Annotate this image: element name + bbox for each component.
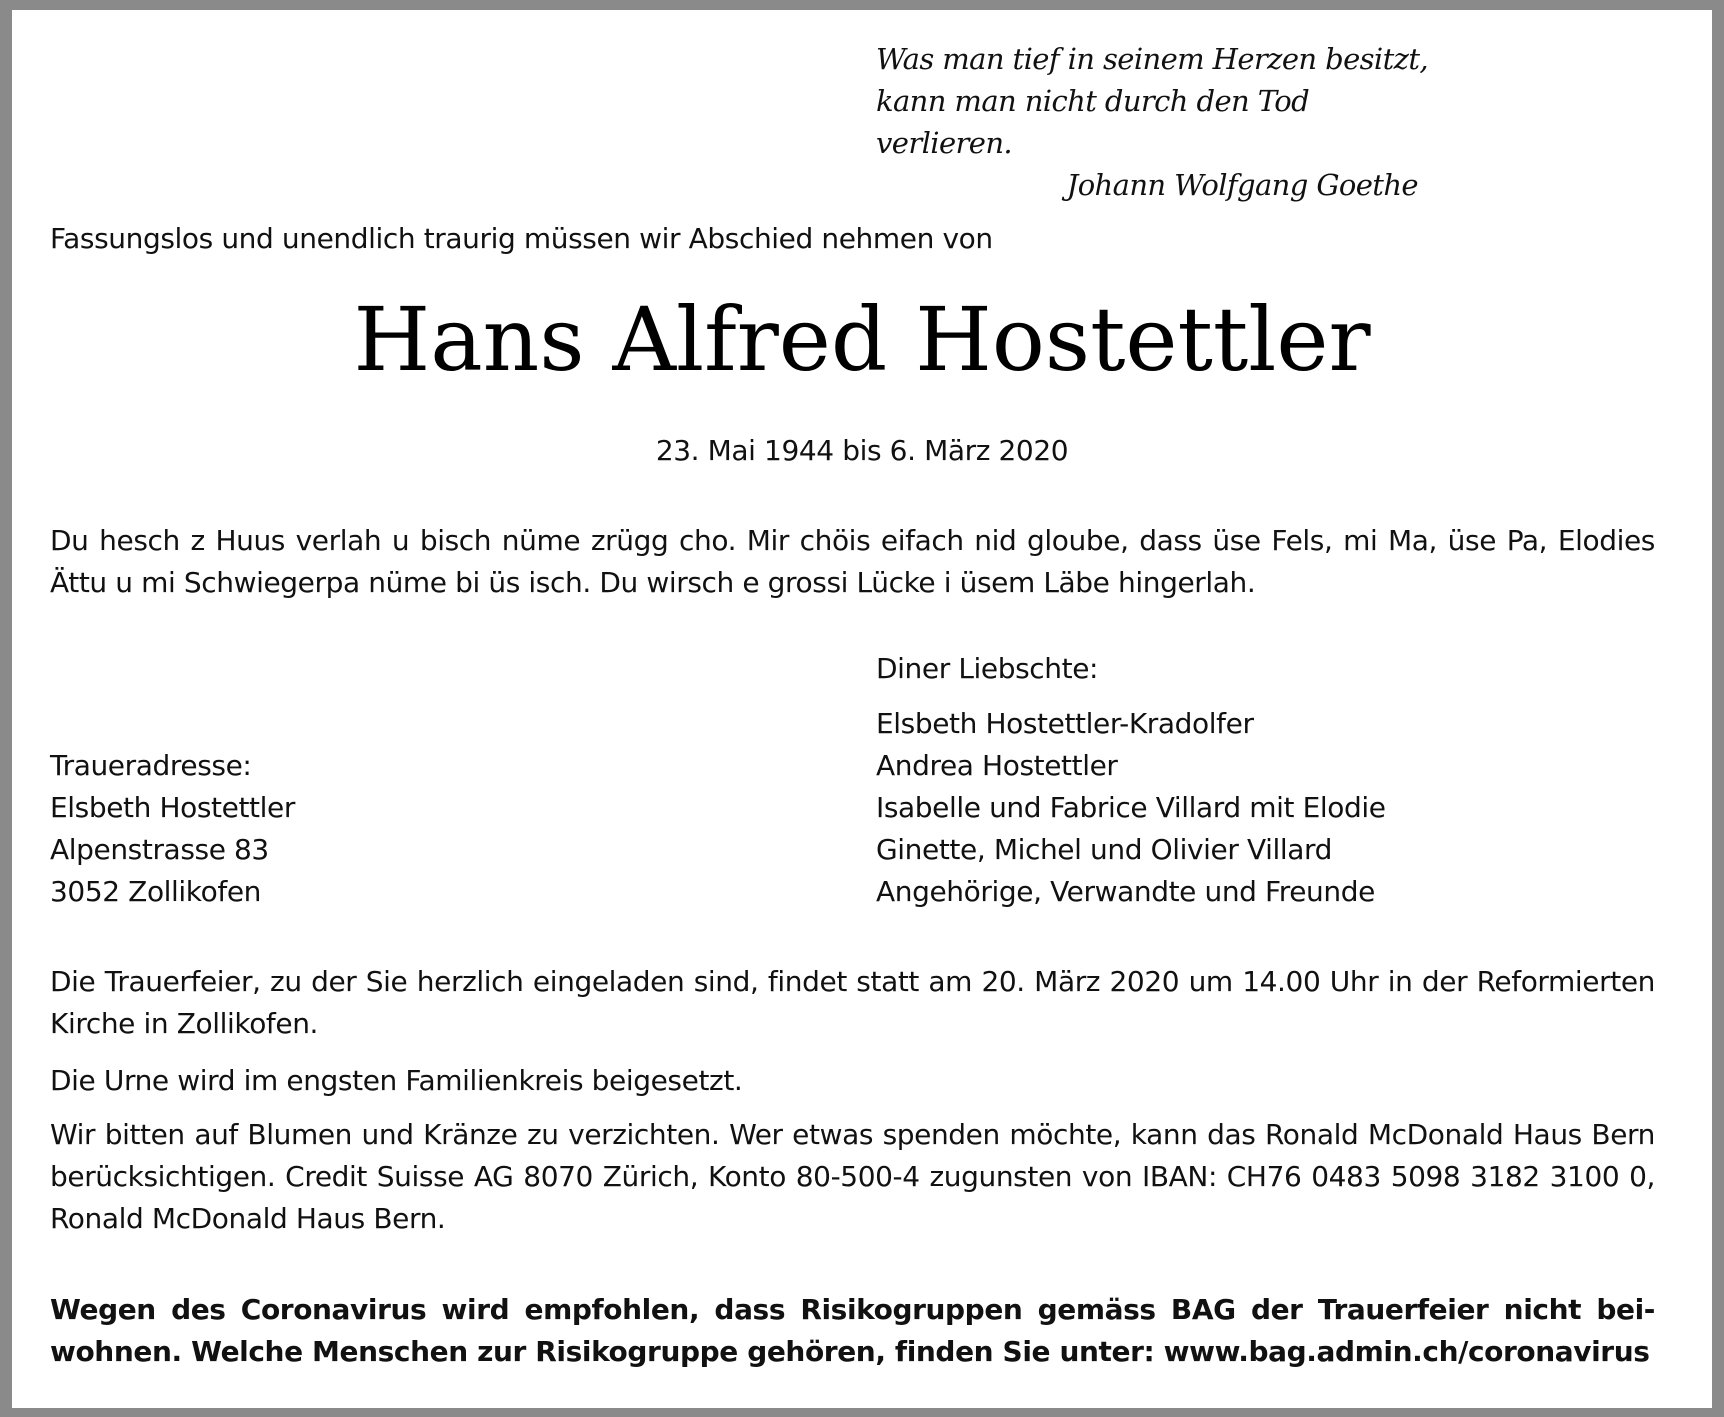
loved-ones-label: Diner Liebschte: xyxy=(876,652,1099,685)
corona-notice xyxy=(50,1289,1655,1373)
mourning-address xyxy=(50,745,295,913)
deceased-name: Hans Alfred Hostettler xyxy=(353,288,1371,391)
urn-info: Die Urne wird im engsten Familienkreis beigesetzt. xyxy=(50,1064,743,1097)
mourning-address-label: Traueradresse: xyxy=(50,749,252,782)
corona-notice-line-1: Wegen des Coronavirus wird empfohlen, dass Risikogruppen gemäss BAG der Trauerfeier nicht bei- xyxy=(50,1293,1655,1326)
loved-ones-list xyxy=(876,703,1386,913)
mourning-address-name: Elsbeth Hostettler xyxy=(50,791,295,824)
life-dates: 23. Mai 1944 bis 6. März 2020 xyxy=(655,434,1069,467)
intro-text: Fassungslos und unendlich traurig müssen wir Abschied nehmen von xyxy=(50,222,993,255)
dialect-message: Du hesch z Huus verlah u bisch nüme zrügg cho. Mir chöis eifach nid gloube, dass üse Fels, mi Ma, üse Pa, Elodies Ättu u mi Schwiegerpa nüme bi üs isch. Du wirsch e grossi Lücke i üsem Läbe hingerlah. xyxy=(50,524,1655,599)
loved-one-name: Ginette, Michel und Olivier Villard xyxy=(876,833,1332,866)
mourning-address-street: Alpenstrasse 83 xyxy=(50,833,269,866)
quote-author: Johann Wolfgang Goethe xyxy=(1066,168,1418,202)
quote-line-1: Was man tief in seinem Herzen besitzt, xyxy=(876,42,1428,76)
quote-line-2: kann man nicht durch den Tod verlieren. xyxy=(876,84,1310,160)
corona-notice-line-2: wohnen. Welche Menschen zur Risikogruppe gehören, finden Sie unter: www.bag.admin.ch/coronavirus xyxy=(50,1335,1650,1368)
loved-one-name: Andrea Hostettler xyxy=(876,749,1118,782)
mourning-address-city: 3052 Zollikofen xyxy=(50,875,261,908)
loved-one-name: Elsbeth Hostettler-Kradolfer xyxy=(876,707,1254,740)
loved-one-name: Angehörige, Verwandte und Freunde xyxy=(876,875,1375,908)
goethe-quote xyxy=(876,38,1436,206)
ceremony-info: Die Trauerfeier, zu der Sie herzlich eingeladen sind, findet statt am 20. März 2020 um 14.00 Uhr in der Reformierten Kirche in Zollikofen. xyxy=(50,965,1655,1040)
donation-info: Wir bitten auf Blumen und Kränze zu verzichten. Wer etwas spenden möchte, kann das Ronald McDonald Haus Bern berücksichtigen. Credit Suisse AG 8070 Zürich, Konto 80-500-4 zugunsten von IBAN: CH76 0483 5098 3182 3100 0, Ronald McDonald Haus Bern. xyxy=(50,1118,1655,1235)
loved-one-name: Isabelle und Fabrice Villard mit Elodie xyxy=(876,791,1386,824)
